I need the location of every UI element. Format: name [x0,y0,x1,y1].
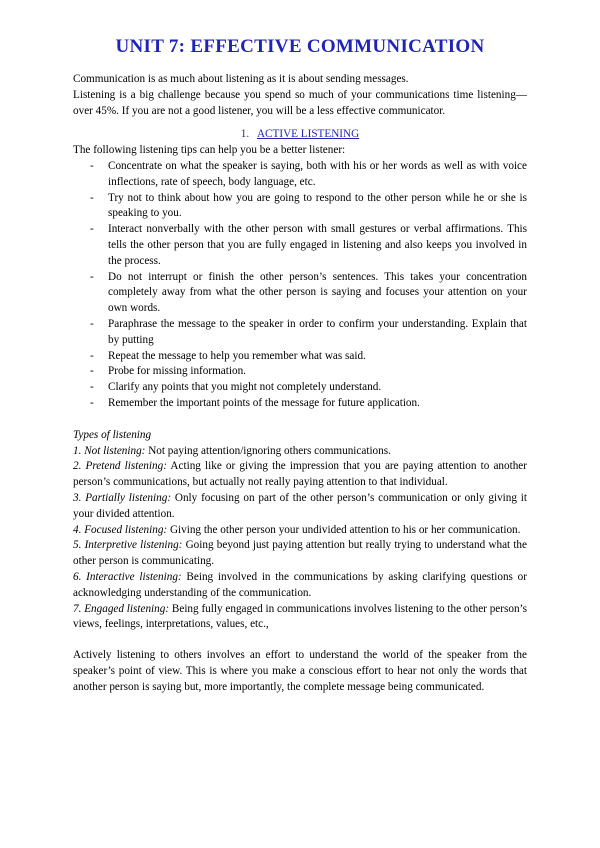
tip-text: Remember the important points of the message for future application. [108,396,420,409]
list-item [73,191,527,223]
closing-paragraph: Actively listening to others involves an effort to understand the world of the speaker from the speaker’s point of view. This is where you make a conscious effort to hear not only the words that another person is saying but, more importantly, the complete message being communicated. [73,649,527,693]
section-lead: The following listening tips can help you be a better listener: [73,144,346,157]
type-text: Going beyond just paying attention but really trying to understand what the other person is communicating. [73,539,527,568]
bullet-dash: - [90,191,94,204]
type-text: Being fully engaged in communications involves listening to the other person’s views, feelings, interpretations, values, etc., [73,602,527,631]
list-item [73,222,527,269]
section-title: ACTIVE LISTENING [256,128,360,141]
type-item [73,459,527,491]
list-item [73,380,527,396]
tip-text: Interact nonverbally with the other person with small gestures or verbal affirmations. This tells the other person that you are fully engaged in listening and also keeps you involved in the process. [108,223,527,267]
tip-text: Clarify any points that you might not completely understand. [108,381,382,394]
type-text: Not paying attention/ignoring others communications. [145,444,391,457]
type-label: 1. Not listening: [73,444,146,457]
type-label: 4. Focused listening: [73,523,168,536]
type-item [73,538,527,570]
page-title: UNIT 7: EFFECTIVE COMMUNICATION [115,36,485,57]
bullet-dash: - [90,159,94,172]
type-item [73,570,527,602]
intro-paragraph-2: Listening is a big challenge because you spend so much of your communications time listening—over 45%. If you are not a good listener, you will be a less effective communicator. [73,88,527,117]
section-number: 1. [240,128,250,141]
list-item [73,159,527,191]
tip-text: Repeat the message to help you remember what was said. [108,349,366,362]
type-label: 6. Interactive listening: [73,570,182,583]
type-text: Only focusing on part of the other person’s communication or only giving it your divided attention. [73,491,527,520]
type-label: 7. Engaged listening: [73,602,170,615]
list-item [73,349,527,365]
intro-paragraph-1: Communication is as much about listening as it is about sending messages. [73,73,409,85]
document-page [73,36,527,695]
type-text: Being involved in the communications by asking clarifying questions or acknowledging understanding of the communication. [73,570,527,599]
type-label: 5. Interpretive listening: [73,539,183,552]
bullet-dash: - [90,270,94,283]
bullet-dash: - [90,317,94,330]
type-item [73,523,527,539]
bullet-dash: - [90,365,94,378]
bullet-dash: - [90,381,94,394]
list-item [73,364,527,380]
type-item [73,602,527,634]
list-item [73,396,527,412]
types-heading: Types of listening [73,428,152,441]
tip-text: Try not to think about how you are going to respond to the other person while he or she is speaking to you. [108,191,527,220]
list-item [73,270,527,317]
list-item [73,317,527,349]
tip-text: Probe for missing information. [108,365,246,378]
type-item [73,491,527,523]
type-item [73,444,527,460]
listening-tips-list [73,159,527,412]
tip-text: Concentrate on what the speaker is saying, both with his or her words as well as with voice inflections, rate of speech, body language, etc. [108,159,527,188]
bullet-dash: - [90,396,94,409]
type-text: Acting like or giving the impression that you are paying attention to another person’s communications, but actually not really paying attention to that individual. [73,460,527,489]
bullet-dash: - [90,349,94,362]
type-label: 2. Pretend listening: [73,460,167,473]
type-label: 3. Partially listening: [73,491,172,504]
bullet-dash: - [90,223,94,236]
tip-text: Do not interrupt or finish the other person’s sentences. This takes your concentration completely away from what the other person is saying and focuses your attention on your own words. [108,270,527,315]
tip-text: Paraphrase the message to the speaker in order to confirm your understanding. Explain that by putting [108,317,527,346]
type-text: Giving the other person your undivided attention to his or her communication. [167,523,521,536]
section-heading [73,127,527,143]
